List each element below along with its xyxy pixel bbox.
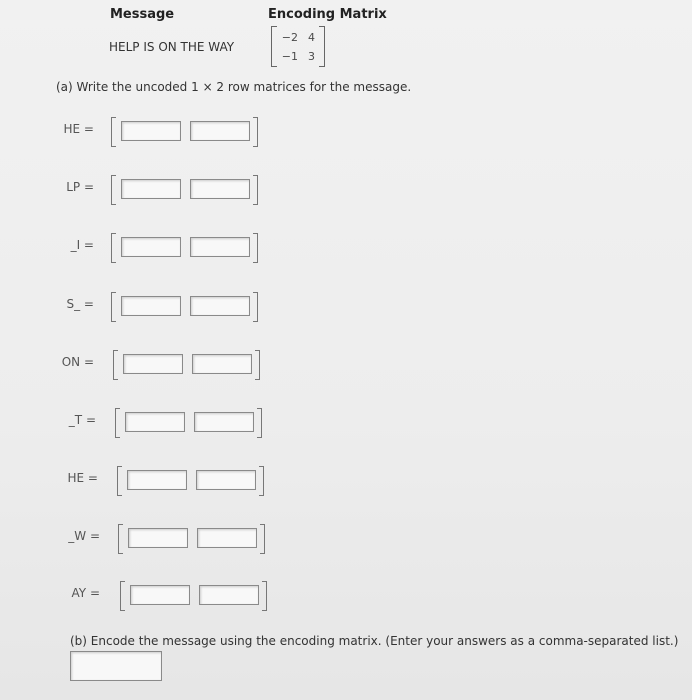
right-bracket [260,524,265,554]
second-entry-input[interactable] [196,470,256,490]
right-bracket [253,175,258,205]
left-bracket [113,350,118,380]
second-entry-input[interactable] [197,528,257,548]
matrix-left-bracket [271,26,277,67]
matrix-cell-2-1: −1 [281,50,298,63]
right-bracket [259,466,264,496]
encoded-message-input[interactable] [70,651,162,681]
left-bracket [120,581,125,611]
matrix-cell-1-1: −2 [281,31,298,44]
left-bracket [111,175,116,205]
left-bracket [115,408,120,438]
right-bracket [257,408,262,438]
second-entry-input[interactable] [190,179,250,199]
encoding-matrix [271,26,325,67]
right-bracket [253,292,258,322]
part-a-instruction: (a) Write the uncoded 1 × 2 row matrices for the message. [56,80,412,94]
second-entry-input[interactable] [194,412,254,432]
right-bracket [253,117,258,147]
row-label: ON = [61,355,94,369]
first-entry-input[interactable] [123,354,183,374]
matrix-right-bracket [319,26,325,67]
second-entry-input[interactable] [190,237,250,257]
left-bracket [111,233,116,263]
matrix-cell-1-2: 4 [308,31,315,44]
first-entry-input[interactable] [127,470,187,490]
row-label: HE = [63,122,94,136]
row-label: S_ = [66,297,94,311]
left-bracket [117,466,122,496]
row-label: HE = [67,471,98,485]
message-heading: Message [110,7,175,22]
second-entry-input[interactable] [190,121,250,141]
message-text: HELP IS ON THE WAY [109,40,235,54]
second-entry-input[interactable] [199,585,259,605]
left-bracket [111,292,116,322]
first-entry-input[interactable] [121,179,181,199]
left-bracket [118,524,123,554]
row-label: AY = [71,586,100,600]
first-entry-input[interactable] [121,237,181,257]
row-label: LP = [66,180,94,194]
second-entry-input[interactable] [192,354,252,374]
first-entry-input[interactable] [128,528,188,548]
first-entry-input[interactable] [121,296,181,316]
right-bracket [262,581,267,611]
second-entry-input[interactable] [190,296,250,316]
encoding-matrix-heading: Encoding Matrix [268,7,387,22]
matrix-cell-2-2: 3 [308,50,315,63]
part-b-instruction: (b) Encode the message using the encoding matrix. (Enter your answers as a comma-separated list.) [70,634,679,648]
first-entry-input[interactable] [121,121,181,141]
first-entry-input[interactable] [130,585,190,605]
row-label: _W = [68,529,100,543]
right-bracket [255,350,260,380]
right-bracket [253,233,258,263]
left-bracket [111,117,116,147]
row-label: _I = [70,238,94,252]
first-entry-input[interactable] [125,412,185,432]
row-label: _T = [68,413,96,427]
